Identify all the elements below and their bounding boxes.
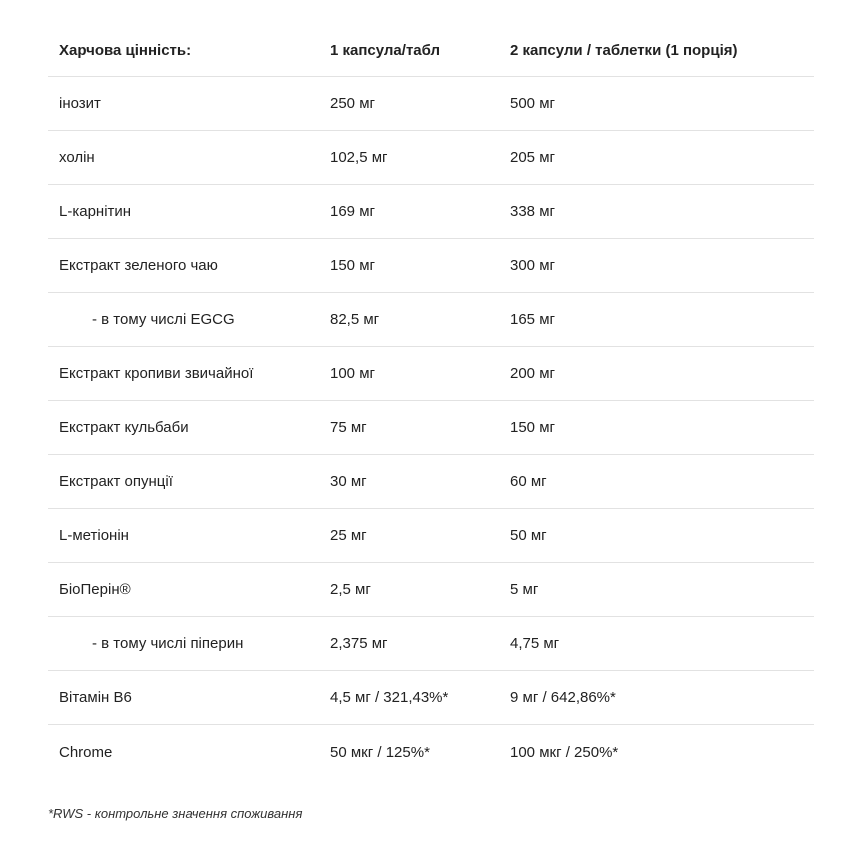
table-row (48, 239, 814, 293)
value-per-two: 4,75 мг (510, 635, 560, 652)
value-per-two: 300 мг (510, 257, 555, 274)
table-row (48, 77, 814, 131)
nutrient-name: інозит (59, 95, 101, 112)
table-row (48, 563, 814, 617)
nutrient-name: Вітамін В6 (59, 689, 132, 706)
nutrient-name: Екстракт зеленого чаю (59, 257, 218, 274)
value-per-two: 338 мг (510, 203, 555, 220)
value-per-one: 2,375 мг (330, 635, 388, 652)
header-per-two: 2 капсули / таблетки (1 порція) (510, 42, 738, 59)
nutrient-name: - в тому числі EGCG (92, 311, 235, 328)
value-per-one: 50 мкг / 125%* (330, 743, 430, 761)
table-row-sub (48, 617, 814, 671)
value-per-one: 102,5 мг (330, 149, 388, 166)
value-per-two: 205 мг (510, 149, 555, 166)
table-row (48, 131, 814, 185)
nutrient-name: L-карнітин (59, 203, 132, 220)
value-per-one: 250 мг (330, 95, 375, 112)
value-per-one: 150 мг (330, 257, 375, 274)
table-header-row (48, 25, 814, 77)
value-per-one: 169 мг (330, 203, 375, 220)
value-per-two: 200 мг (510, 365, 555, 382)
nutrition-table (48, 25, 814, 779)
nutrient-name: Екстракт кропиви звичайної (59, 365, 254, 382)
value-per-one: 2,5 мг (330, 581, 371, 598)
value-per-two: 50 мг (510, 527, 547, 544)
value-per-two: 9 мг / 642,86%* (510, 689, 616, 706)
value-per-two: 5 мг (510, 581, 539, 598)
nutrient-name: Екстракт опунції (59, 473, 173, 490)
value-per-two: 165 мг (510, 311, 555, 328)
table-row (48, 671, 814, 725)
value-per-two: 100 мкг / 250%* (510, 743, 619, 761)
table-row (48, 401, 814, 455)
value-per-one: 25 мг (330, 527, 367, 544)
value-per-one: 30 мг (330, 473, 367, 490)
value-per-two: 500 мг (510, 95, 555, 112)
table-row-sub (48, 293, 814, 347)
footnote: *RWS - контрольне значення споживання (48, 806, 303, 821)
value-per-one: 100 мг (330, 365, 375, 382)
nutrient-name: БіоПерін® (59, 581, 131, 598)
value-per-one: 4,5 мг / 321,43%* (330, 689, 449, 706)
nutrient-name: L-метіонін (59, 527, 129, 544)
nutrient-name: Екстракт кульбаби (59, 419, 189, 436)
table-row (48, 185, 814, 239)
value-per-two: 60 мг (510, 473, 547, 490)
table-row (48, 725, 814, 779)
table-row (48, 455, 814, 509)
value-per-one: 82,5 мг (330, 311, 380, 328)
value-per-two: 150 мг (510, 419, 555, 436)
nutrient-name: холін (59, 149, 95, 166)
header-nutrient: Харчова цінність: (59, 42, 192, 59)
nutrient-name: Chrome (59, 743, 113, 761)
table-row (48, 509, 814, 563)
value-per-one: 75 мг (330, 419, 367, 436)
table-row (48, 347, 814, 401)
header-per-one: 1 капсула/табл (330, 42, 441, 59)
nutrient-name: - в тому числі піперин (92, 635, 244, 652)
